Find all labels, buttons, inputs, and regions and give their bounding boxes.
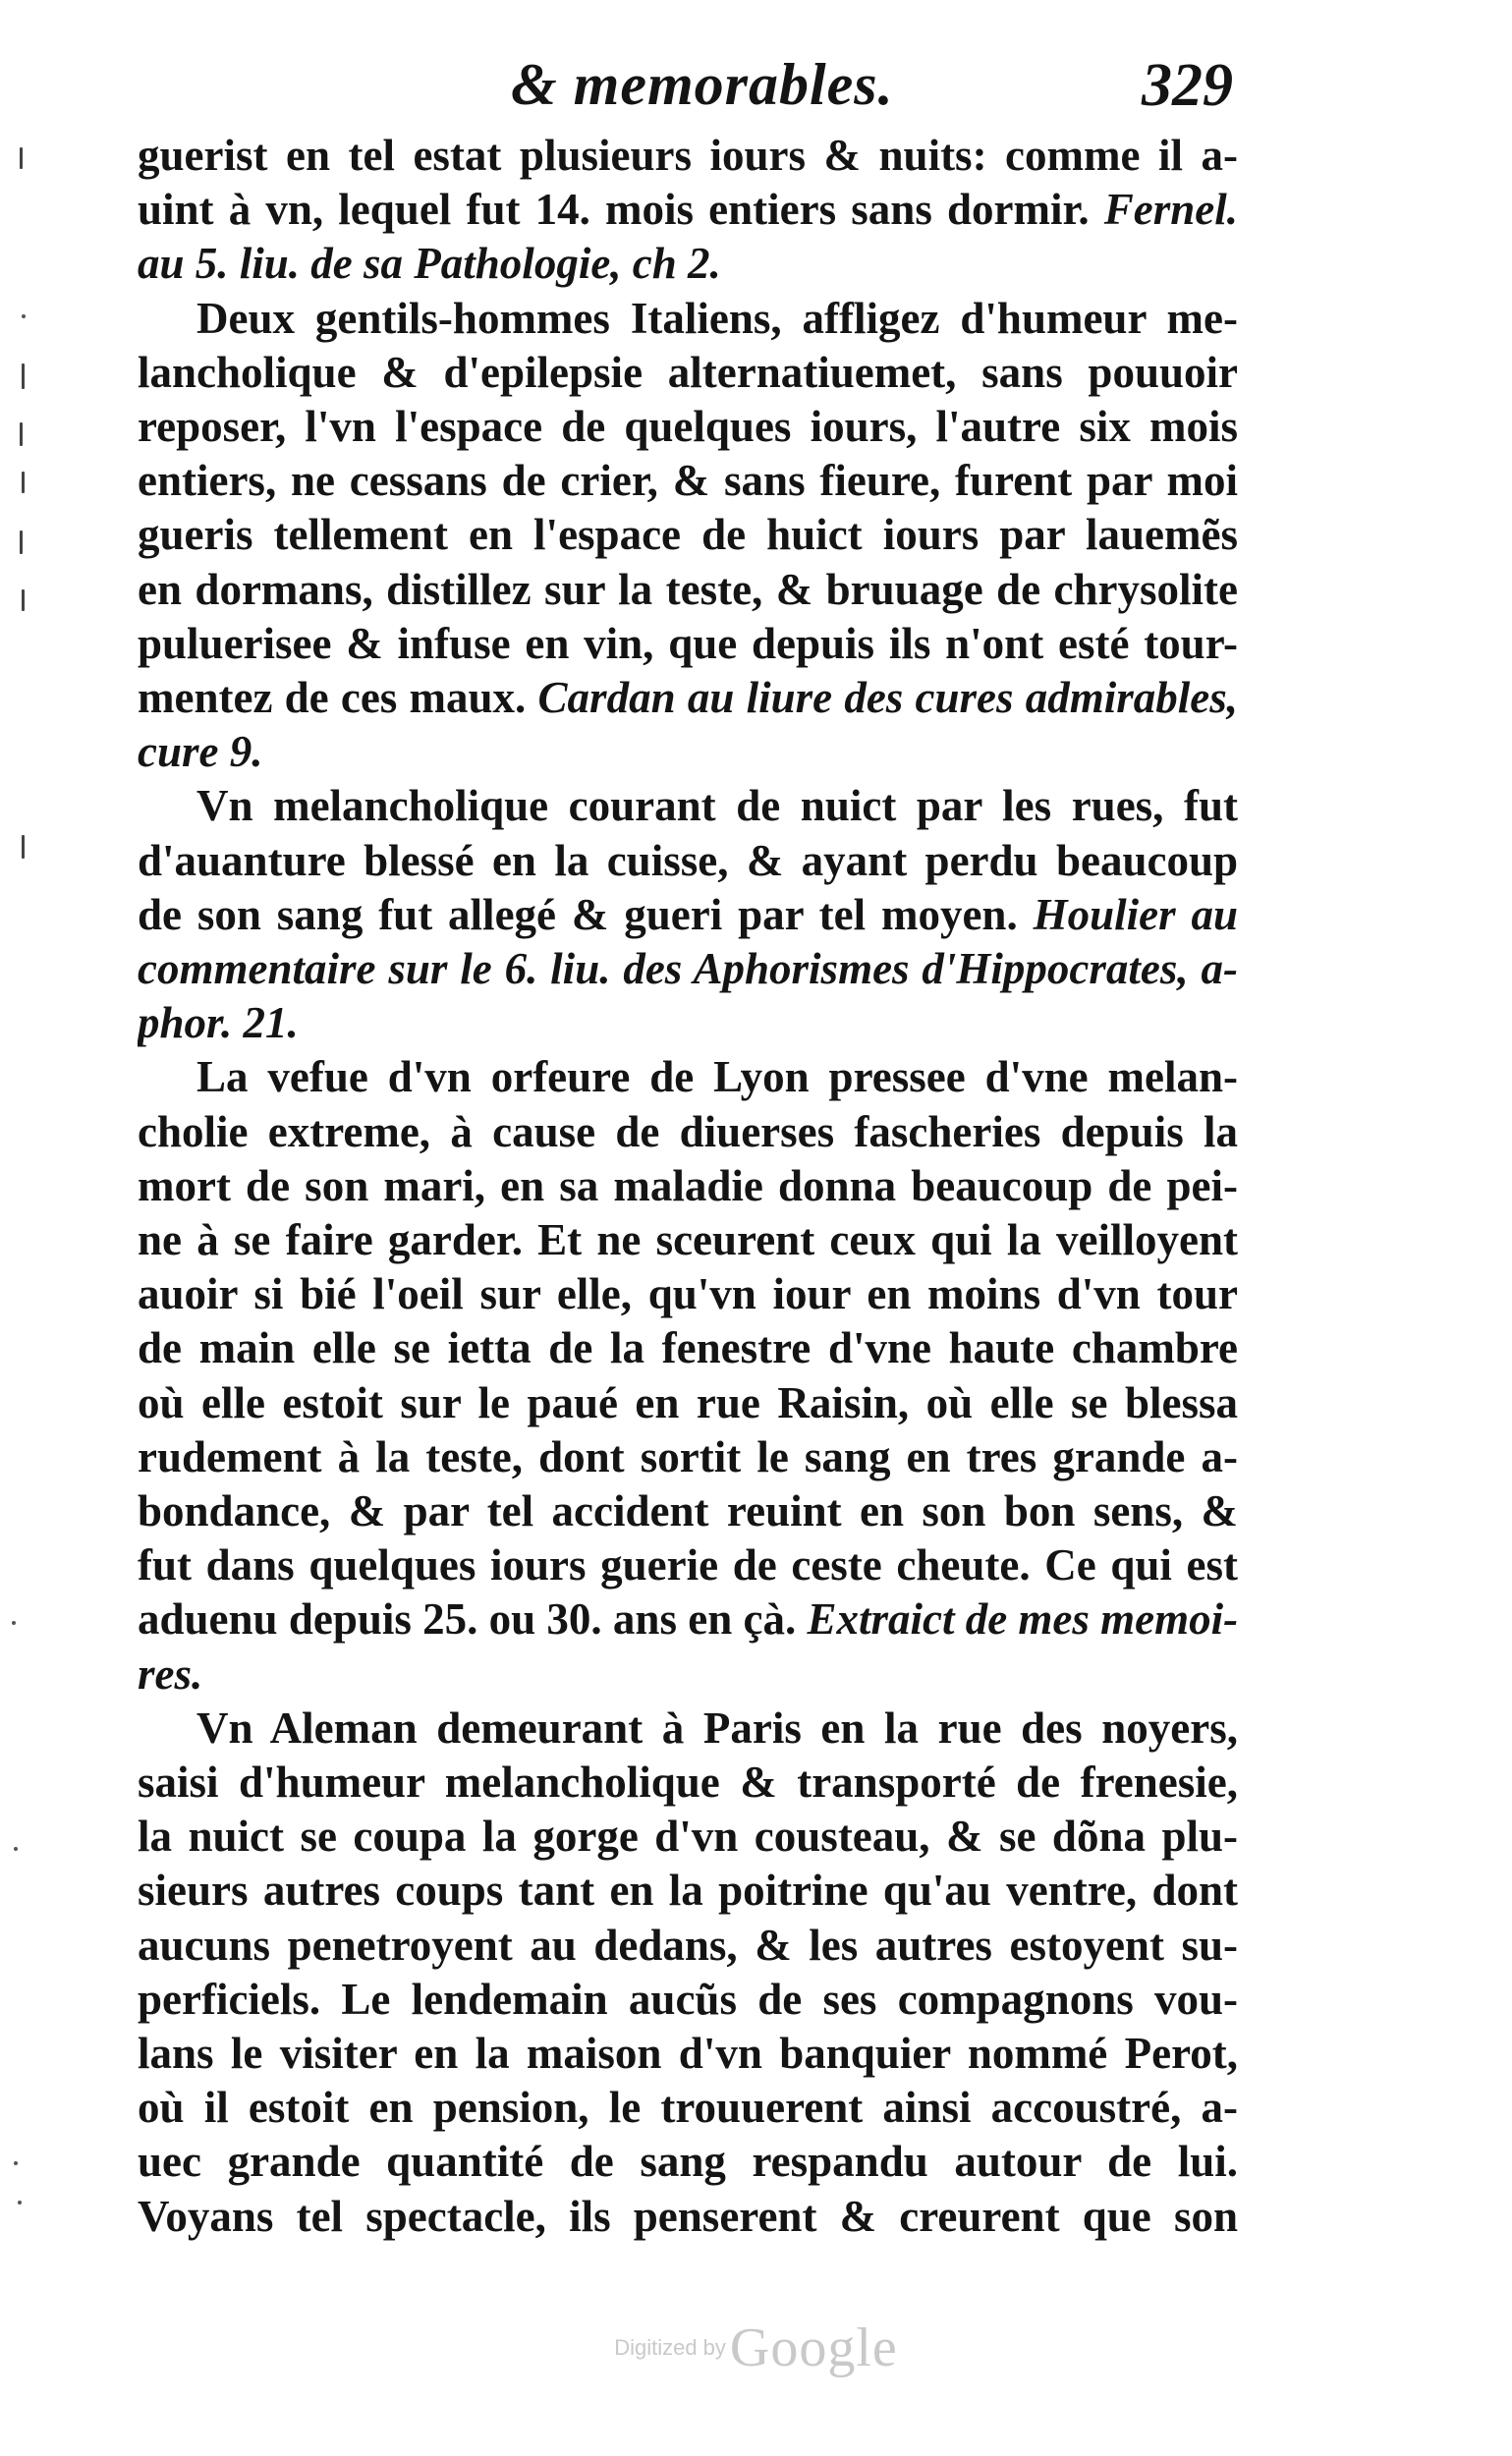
line-text: Deux gentils-hommes Italiens, affligez d'humeur me- [196, 293, 1238, 343]
text-line [138, 2136, 1238, 2187]
text-line [138, 1268, 1238, 1319]
text-line [196, 1702, 1238, 1754]
margin-mark [20, 147, 23, 169]
text-line [138, 455, 1238, 506]
citation-text: res. [138, 1648, 203, 1699]
citation-text: au 5. liu. de sa Pathologie, ch 2. [138, 239, 721, 289]
text-line [138, 726, 1238, 777]
line-text: uint à vn, lequel fut 14. mois entiers sans dormir. [138, 185, 1104, 235]
text-line [138, 1920, 1238, 1971]
margin-speck [14, 1847, 18, 1851]
text-line [138, 509, 1238, 560]
margin-mark [22, 589, 25, 611]
line-text: uec grande quantité de sang respandu autour de lui. [138, 2137, 1238, 2187]
citation-text: Houlier au [1033, 889, 1238, 939]
line-text: lans le visiter en la maison d'vn banquier nommé Perot, [138, 2029, 1238, 2078]
text-line [138, 889, 1238, 940]
line-text: bondance, & par tel accident reuint en son bon sens, & [138, 1486, 1238, 1535]
text-line [138, 997, 1238, 1048]
text-line [138, 672, 1238, 723]
line-text: La vefue d'vn orfeure de Lyon pressee d'vne melan- [196, 1052, 1238, 1102]
line-text: guerist en tel estat plusieurs iours & nuits: comme il a- [138, 131, 1238, 180]
line-text: rudement à la teste, dont sortit le sang en tres grande a- [138, 1431, 1238, 1481]
text-line [138, 564, 1238, 615]
text-line [138, 1106, 1238, 1157]
margin-speck [12, 1621, 16, 1625]
text-line [196, 293, 1238, 344]
line-text: mentez de ces maux. [138, 673, 538, 722]
line-text: en dormans, distillez sur la teste, & bruuage de chrysolite [138, 564, 1238, 614]
running-head [0, 51, 1512, 130]
line-text: saisi d'humeur melancholique & transporté de frenesie, [138, 1758, 1238, 1807]
citation-text: Extraict de mes memoi- [807, 1594, 1238, 1645]
line-text: aduenu depuis 25. ou 30. ans en çà. [138, 1594, 808, 1645]
text-line [138, 1648, 1238, 1700]
line-text: ne à se faire garder. Et ne sceurent ceux qui la veilloyent [138, 1215, 1238, 1264]
text-line [196, 1051, 1238, 1102]
line-text: sieurs autres coups tant en la poitrine qu'au ventre, dont [138, 1866, 1238, 1916]
line-text: auoir si bié l'oeil sur elle, qu'vn iour en moins d'vn tour [138, 1269, 1238, 1319]
margin-speck [14, 2161, 18, 2165]
line-text: où elle estoit sur le paué en rue Raisin, où elle se blessa [138, 1377, 1238, 1427]
text-line [138, 2028, 1238, 2079]
text-line [138, 2082, 1238, 2133]
text-line [138, 1485, 1238, 1536]
citation-text: cure 9. [138, 727, 263, 777]
text-line [138, 835, 1238, 886]
margin-speck [18, 2201, 22, 2205]
margin-mark [20, 422, 23, 446]
text-line [138, 347, 1238, 398]
line-text: aucuns penetroyent au dedans, & les autres estoyent su- [138, 1920, 1238, 1970]
text-line [138, 1214, 1238, 1265]
line-text: mort de son mari, en sa maladie donna beaucoup de pei- [138, 1160, 1238, 1210]
text-line [138, 184, 1238, 235]
google-logo: Google [729, 2317, 898, 2378]
text-line [138, 1593, 1238, 1645]
margin-mark [22, 363, 25, 389]
line-text: reposer, l'vn l'espace de quelques iours, l'autre six mois [138, 402, 1238, 451]
margin-speck [22, 314, 26, 318]
margin-mark [20, 530, 23, 554]
text-line [138, 1539, 1238, 1591]
text-line [196, 780, 1238, 831]
text-line [138, 1974, 1238, 2025]
text-line [138, 1377, 1238, 1428]
line-text: fut dans quelques iours guerie de ceste cheute. Ce qui est [138, 1540, 1238, 1591]
line-text: puluerisee & infuse en vin, que depuis ils n'ont esté tour- [138, 618, 1238, 668]
text-line [138, 1757, 1238, 1808]
line-text: cholie extreme, à cause de diuerses fascheries depuis la [138, 1106, 1238, 1156]
citation-text: Fernel. [1103, 185, 1238, 235]
line-text: gueris tellement en l'espace de huict iours par lauemẽs [138, 510, 1238, 560]
citation-text: Cardan au liure des cures admirables, [537, 673, 1238, 722]
line-text: de son sang fut allegé & gueri par tel moyen. [138, 889, 1034, 939]
line-text: entiers, ne cessans de crier, & sans fieure, furent par moi [138, 456, 1238, 506]
text-line [138, 1431, 1238, 1482]
line-text: perficiels. Le lendemain aucũs de ses compagnons vou- [138, 1974, 1238, 2024]
line-text: où il estoit en pension, le trouuerent ainsi accoustré, a- [138, 2083, 1238, 2133]
running-title: & memorables. [511, 52, 894, 117]
line-text: la nuict se coupa la gorge d'vn cousteau, & se dõna plu- [138, 1812, 1238, 1862]
text-line [138, 1160, 1238, 1211]
line-text: Vn melancholique courant de nuict par les rues, fut [196, 781, 1238, 831]
digitized-label: Digitized by [614, 2335, 726, 2360]
text-line [138, 401, 1238, 452]
line-text: d'auanture blessé en la cuisse, & ayant perdu beaucoup [138, 835, 1238, 885]
margin-mark [22, 472, 25, 493]
digitized-by-google-watermark [0, 2316, 1512, 2385]
margin-ink-marks [0, 0, 128, 2260]
text-line [138, 130, 1238, 181]
text-line [138, 618, 1238, 669]
line-text: Vn Aleman demeurant à Paris en la rue des noyers, [196, 1702, 1238, 1753]
line-text: de main elle se ietta de la fenestre d'vne haute chambre [138, 1323, 1238, 1373]
text-line [138, 1865, 1238, 1916]
text-line [138, 1811, 1238, 1862]
line-text: Voyans tel spectacle, ils penserent & creurent que son [138, 2191, 1238, 2241]
text-line [138, 1322, 1238, 1373]
margin-mark [22, 835, 25, 859]
text-line [138, 943, 1238, 994]
line-text: lancholique & d'epilepsie alternatiuemet, sans pouuoir [138, 347, 1238, 397]
text-line [138, 2191, 1238, 2242]
page-number: 329 [1142, 52, 1233, 119]
citation-text: phor. 21. [138, 998, 299, 1048]
text-line [138, 238, 1238, 289]
citation-text: commentaire sur le 6. liu. des Aphorismes d'Hippocrates, a- [138, 944, 1238, 993]
